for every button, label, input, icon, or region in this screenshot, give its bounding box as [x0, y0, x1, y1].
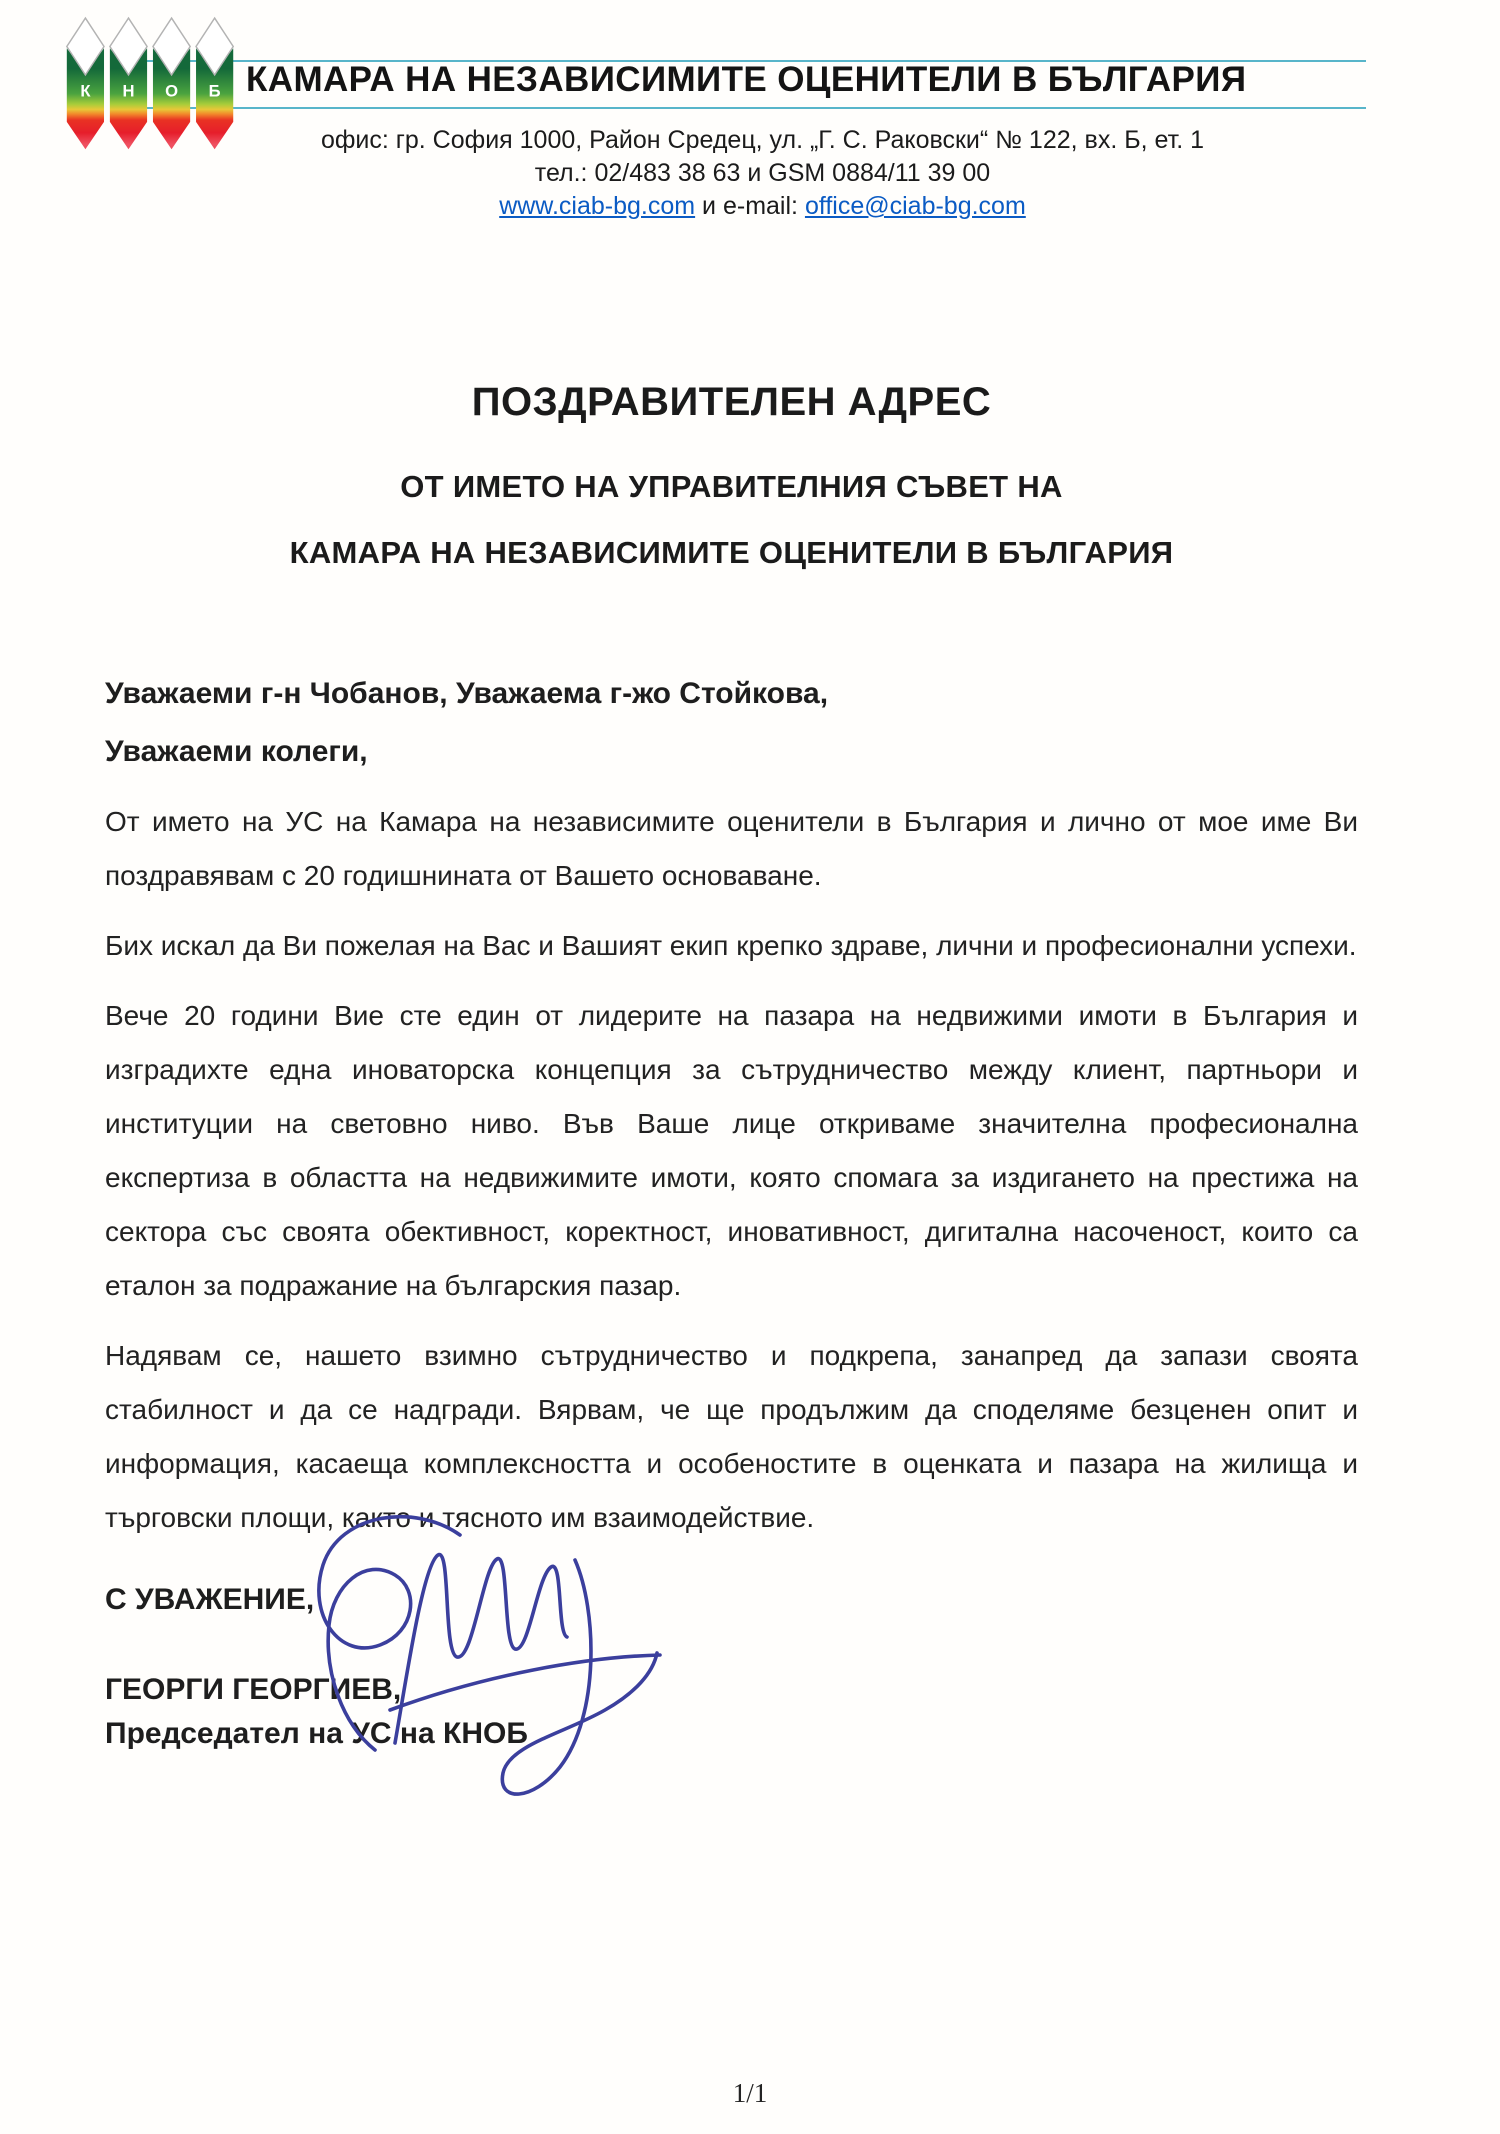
- salutation-2: Уважаеми колеги,: [105, 735, 368, 768]
- letterhead-accent-line-bottom: [130, 107, 1366, 109]
- logo-ribbon-b: [196, 18, 233, 149]
- email-link[interactable]: office@ciab-bg.com: [804, 192, 1026, 220]
- logo-letter-n: Н: [122, 81, 135, 101]
- logo-letter-b: Б: [208, 81, 221, 101]
- phone-line: тел.: 02/483 38 63 и GSM 0884/11 39 00: [534, 159, 991, 187]
- email-joiner: и e-mail:: [695, 192, 805, 220]
- org-name: КАМАРА НА НЕЗАВИСИМИТЕ ОЦЕНИТЕЛИ В БЪЛГАРИЯ: [246, 60, 1247, 99]
- letter-subtitle-2: КАМАРА НА НЕЗАВИСИМИТЕ ОЦЕНИТЕЛИ В БЪЛГАРИЯ: [289, 535, 1174, 570]
- paragraph-1: От името на УС на Камара на независимите оценители в България и лично от мое име Ви поздравявам с 20 годишнината от Вашето основаване.: [105, 806, 1358, 891]
- letter-subtitle-1: ОТ ИМЕТО НА УПРАВИТЕЛНИЯ СЪВЕТ НА: [400, 469, 1063, 504]
- letter-title: ПОЗДРАВИТЕЛЕН АДРЕС: [471, 380, 992, 424]
- website-link[interactable]: www.ciab-bg.com: [499, 192, 696, 220]
- logo-ribbon-n: [110, 18, 147, 149]
- signatory-title: Председател на УС на КНОБ: [105, 1717, 528, 1750]
- handwritten-signature-ink: [245, 1505, 675, 1815]
- logo-letter-k: К: [80, 81, 91, 101]
- signatory-name: ГЕОРГИ ГЕОРГИЕВ,: [105, 1673, 402, 1706]
- address-line: офис: гр. София 1000, Район Средец, ул. „Г. С. Раковски“ № 122, вх. Б, ет. 1: [320, 126, 1205, 154]
- contact-block: [240, 124, 1285, 223]
- paragraph-3: Вече 20 години Вие сте един от лидерите на пазара на недвижими имоти в България и изградихте една иноваторска концепция за сътрудничество между клиент, партньори и институции на световно ниво. Във Ваше лице откриваме значителна професионална експертиза в областта на недвижимите имоти, която спомага за издигането на престижа на сектора със своята обективност, коректност, иновативност, дигитална насоченост, които са еталон за подражание на българския пазар.: [105, 1000, 1358, 1301]
- salutation-1: Уважаеми г-н Чобанов, Уважаема г-жо Стойкова,: [105, 677, 829, 710]
- page-number: 1/1: [732, 2078, 768, 2108]
- knob-logo: [58, 16, 244, 168]
- paragraph-4: Надявам се, нашето взимно сътрудничество и подкрепа, занапред да запази своята стабилност и да се надгради. Вярвам, че ще продължим да споделяме безценен опит и информация, касаеща комплексността и особеностите в оценката и пазара на жилища и търговски площи, както и тясното им взаимодействие.: [105, 1340, 1358, 1533]
- signature-block: [105, 1583, 1358, 1843]
- logo-letter-o: О: [165, 81, 179, 101]
- paragraph-2: Бих искал да Ви пожелая на Вас и Вашият екип крепко здраве, лични и професионални успехи.: [105, 930, 1357, 961]
- closing: С УВАЖЕНИЕ,: [105, 1583, 315, 1616]
- letter-body: [105, 380, 1358, 1843]
- letter-paragraphs: [105, 795, 1358, 1545]
- logo-ribbon-k: [67, 18, 104, 149]
- salutations: [105, 677, 1358, 769]
- web-line: [240, 190, 1285, 223]
- logo-ribbon-o: [153, 18, 190, 149]
